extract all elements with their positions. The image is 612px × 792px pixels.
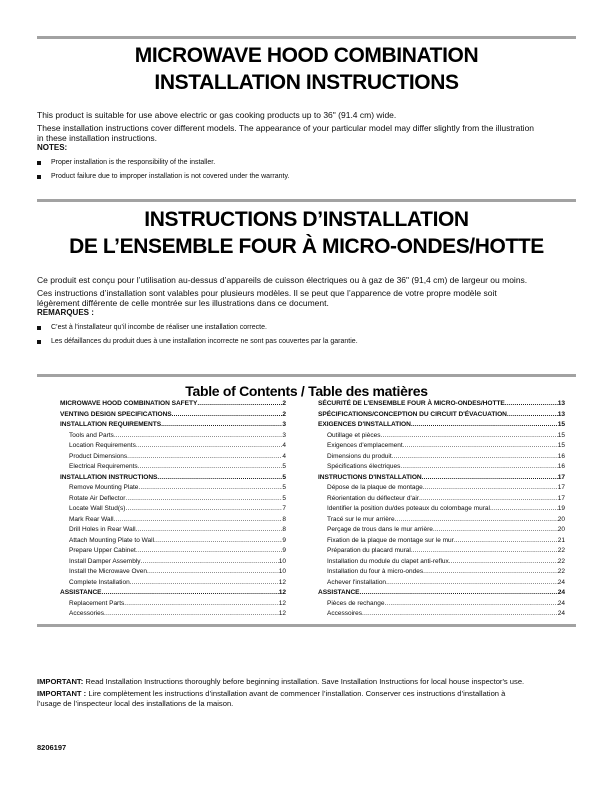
important-label: IMPORTANT: [37, 677, 84, 686]
toc-entry-page-number: 21 [557, 536, 565, 544]
dot-leader [490, 504, 558, 515]
toc-entry-page-number: 5 [282, 494, 286, 502]
toc-entry-label: Identifier la position du/des poteaux du colombage mural [327, 505, 490, 512]
toc-entry-label: Fixation de la plaque de montage sur le mur [327, 536, 454, 544]
toc-entry[interactable] [318, 546, 565, 557]
important-notices [37, 677, 527, 709]
toc-entry-label: Achever l'installation [327, 578, 387, 586]
toc-entry-label: INSTALLATION REQUIREMENTS [60, 421, 162, 428]
dot-leader [161, 420, 282, 431]
dot-leader [104, 609, 279, 620]
toc-entry-label: VENTING DESIGN SPECIFICATIONS [60, 410, 172, 418]
toc-entry-page-number: 15 [557, 431, 565, 439]
dot-leader [403, 441, 558, 452]
toc-entry-label: Dépose de la plaque de montage [327, 484, 423, 491]
toc-entry-page-number: 16 [557, 463, 565, 470]
toc-entry[interactable] [60, 609, 286, 620]
toc-entry-label: Réorientation du déflecteur d'air [327, 494, 419, 502]
toc-entry[interactable] [318, 420, 565, 431]
remarques-heading: REMARQUES : [37, 308, 94, 317]
toc-entry[interactable] [60, 473, 286, 484]
toc-entry-page-number: 15 [557, 442, 565, 449]
toc-entry-label: ASSISTANCE [318, 589, 360, 596]
toc-entry[interactable] [318, 441, 565, 452]
toc-entry[interactable] [60, 515, 286, 526]
toc-entry[interactable] [60, 504, 286, 515]
toc-entry[interactable] [318, 462, 565, 473]
toc-entry[interactable] [60, 557, 286, 568]
toc-entry-label: Location Requirements [69, 442, 136, 449]
toc-entry[interactable] [318, 494, 565, 505]
dot-leader [114, 431, 283, 442]
english-title-line-2: INSTALLATION INSTRUCTIONS [154, 71, 459, 94]
toc-entry-page-number: 7 [282, 505, 286, 512]
french-title-line-2: DE L’ENSEMBLE FOUR À MICRO-ONDES/HOTTE [69, 235, 544, 258]
toc-entry-label: Spécifications électriques [327, 463, 401, 470]
toc-entry-label: Replacement Parts [69, 599, 125, 607]
toc-entry-page-number: 12 [278, 599, 286, 607]
important-notice-french [37, 689, 527, 709]
toc-entry-label: Tools and Parts [69, 431, 114, 439]
toc-entry[interactable] [60, 525, 286, 536]
toc-entry-label: Installation du module du clapet anti-reflux [327, 557, 449, 565]
dot-leader [400, 462, 557, 473]
dot-leader [433, 525, 558, 536]
dot-leader [507, 410, 558, 421]
toc-entry-page-number: 13 [557, 400, 565, 407]
dot-leader [422, 473, 558, 484]
toc-entry-page-number: 2 [282, 400, 286, 407]
dot-leader [362, 609, 558, 620]
toc-entry-page-number: 3 [282, 421, 286, 428]
remarque-item [37, 337, 540, 347]
square-bullet-icon [37, 175, 41, 179]
toc-entry-page-number: 10 [278, 557, 286, 565]
document-number: 8206197 [37, 743, 67, 752]
french-paragraph-1: Ce produit est conçu pour l’utilisation au-dessus d’appareils de cuisson électriques ou à gaz de 36" (91,4 cm) de largeur ou moins. [37, 275, 528, 285]
toc-entry-page-number: 17 [557, 484, 565, 491]
note-text: Product failure due to improper installation is not covered under the warranty. [51, 173, 290, 180]
toc-entry-page-number: 24 [557, 578, 565, 586]
toc-entry-page-number: 10 [278, 568, 286, 575]
toc-entry[interactable] [60, 599, 286, 610]
toc-entry[interactable] [318, 410, 565, 421]
toc-entry-label: Product Dimensions [69, 452, 128, 460]
toc-english-column [60, 399, 286, 620]
dot-leader [147, 567, 279, 578]
toc-entry-page-number: 24 [557, 599, 565, 607]
toc-entry-label: Pièces de rechange [327, 599, 385, 607]
square-bullet-icon [37, 161, 41, 165]
toc-entry-label: Mark Rear Wall [69, 515, 114, 523]
dot-leader [136, 441, 283, 452]
toc-entry-page-number: 3 [282, 431, 286, 439]
toc-entry-label: SÉCURITÉ DE L'ENSEMBLE FOUR À MICRO-ONDES/HOTTE [318, 400, 505, 407]
toc-entry-page-number: 13 [557, 410, 565, 418]
toc-entry-page-number: 9 [282, 536, 286, 544]
toc-entry[interactable] [60, 578, 286, 589]
toc-entry[interactable] [60, 588, 286, 599]
toc-entry[interactable] [318, 483, 565, 494]
toc-entry-page-number: 24 [557, 589, 565, 596]
note-item [37, 172, 540, 182]
toc-entry[interactable] [318, 557, 565, 568]
dot-leader [136, 525, 283, 536]
dot-leader [125, 494, 282, 505]
dot-leader [505, 399, 558, 410]
english-paragraph-2: These installation instructions cover different models. The appearance of your particular model may differ slightly from the illustration in these installation instructions. [37, 123, 535, 143]
toc-entry[interactable] [318, 588, 565, 599]
dot-leader [130, 578, 279, 589]
toc-divider-bottom [37, 624, 576, 627]
dot-leader [114, 515, 283, 526]
toc-entry-page-number: 12 [278, 589, 286, 596]
toc-entry[interactable] [60, 410, 286, 421]
toc-entry[interactable] [60, 452, 286, 463]
toc-entry[interactable] [318, 504, 565, 515]
toc-entry[interactable] [60, 431, 286, 442]
english-paragraph-1: This product is suitable for use above electric or gas cooking products up to 36" (91.4 cm) wide. [37, 110, 397, 120]
toc-entry-label: Tracé sur le mur arrière [327, 515, 395, 523]
toc-entry[interactable] [60, 483, 286, 494]
dot-leader [423, 567, 558, 578]
toc-entry-page-number: 8 [282, 526, 286, 533]
toc-entry-label: Rotate Air Deflector [69, 494, 126, 502]
toc-entry-label: Dimensions du produit [327, 452, 392, 460]
toc-entry[interactable] [318, 452, 565, 463]
toc-entry-page-number: 5 [282, 463, 286, 470]
remarque-item [37, 323, 540, 333]
toc-entry-label: Drill Holes in Rear Wall [69, 526, 136, 533]
dot-leader [138, 462, 283, 473]
toc-entry-page-number: 20 [557, 515, 565, 523]
remarque-text: Les défaillances du produit dues à une installation incorrecte ne sont pas couvertes par la garantie. [51, 338, 358, 345]
remarque-text: C’est à l’installateur qu’il incombe de réaliser une installation correcte. [51, 324, 267, 331]
toc-entry-page-number: 4 [282, 442, 286, 449]
toc-entry[interactable] [318, 399, 565, 410]
french-intro [37, 275, 540, 347]
toc-entry-label: INSTALLATION INSTRUCTIONS [60, 473, 158, 481]
english-title-line-1: MICROWAVE HOOD COMBINATION [134, 44, 479, 67]
toc-entry[interactable] [60, 441, 286, 452]
note-text: Proper installation is the responsibility of the installer. [51, 159, 216, 166]
dot-leader [454, 536, 558, 547]
toc-entry[interactable] [60, 546, 286, 557]
toc-entry-label: Attach Mounting Plate to Wall [69, 536, 155, 544]
french-paragraph-2: Ces instructions d’installation sont valables pour plusieurs modèles. Il se peut que l’apparence de votre propre modèle soit légèrement différente de celle montrée sur les illustrations dans ce document. [37, 288, 497, 308]
toc-entry[interactable] [318, 525, 565, 536]
toc-entry-page-number: 24 [557, 610, 565, 617]
important-notice-english [37, 677, 527, 687]
toc-entry-page-number: 4 [282, 452, 286, 460]
toc-entry-page-number: 16 [557, 452, 565, 460]
toc-entry-label: Outillage et pièces [327, 431, 381, 439]
toc-entry-page-number: 17 [557, 494, 565, 502]
toc-entry-label: MICROWAVE HOOD COMBINATION SAFETY [60, 400, 198, 407]
toc-entry-page-number: 20 [557, 526, 565, 533]
toc-entry[interactable] [318, 515, 565, 526]
toc-entry[interactable] [318, 473, 565, 484]
dot-leader [423, 483, 558, 494]
toc-entry[interactable] [318, 567, 565, 578]
dot-leader [360, 588, 558, 599]
toc-entry-label: Remove Mounting Plate [69, 484, 139, 491]
toc-entry-label: Prepare Upper Cabinet [69, 547, 136, 554]
important-text: Lire complètement les instructions d’installation avant de commencer l’installation. Conserver ces instructions d’installation à l’usage de l’inspecteur local des installations de la maison. [37, 689, 506, 708]
dot-leader [127, 452, 282, 463]
dot-leader [386, 578, 558, 589]
dot-leader [392, 452, 558, 463]
toc-entry-page-number: 12 [278, 610, 286, 617]
toc-entry-page-number: 19 [557, 505, 565, 512]
toc-entry[interactable] [318, 609, 565, 620]
toc-entry[interactable] [318, 578, 565, 589]
toc-entry-page-number: 22 [557, 557, 565, 565]
toc-entry-page-number: 5 [282, 484, 286, 491]
dot-leader [172, 410, 283, 421]
toc-entry-label: Préparation du placard mural [327, 547, 411, 554]
dot-leader [154, 536, 282, 547]
toc-entry-page-number: 15 [557, 421, 565, 428]
toc-entry-page-number: 12 [278, 578, 286, 586]
dot-leader [449, 557, 558, 568]
toc-entry-label: Electrical Requirements [69, 463, 138, 470]
toc-entry-label: ASSISTANCE [60, 589, 102, 596]
section-divider-french [37, 199, 576, 202]
toc-entry-page-number: 22 [557, 568, 565, 575]
dot-leader [384, 599, 557, 610]
square-bullet-icon [37, 326, 41, 330]
toc-entry-label: Perçage de trous dans le mur arrière [327, 526, 433, 533]
toc-entry[interactable] [318, 431, 565, 442]
toc-entry-page-number: 9 [282, 547, 286, 554]
dot-leader [419, 494, 558, 505]
section-divider-english [37, 36, 576, 39]
dot-leader [102, 588, 279, 599]
toc-entry-label: Install Damper Assembly [69, 557, 141, 565]
dot-leader [380, 431, 557, 442]
toc-entry[interactable] [318, 599, 565, 610]
toc-entry-label: Exigences d'emplacement [327, 442, 403, 449]
dot-leader [411, 546, 558, 557]
english-title [37, 42, 576, 96]
toc-entry[interactable] [60, 536, 286, 547]
toc-entry-page-number: 22 [557, 547, 565, 554]
notes-heading: NOTES: [37, 143, 68, 152]
dot-leader [138, 483, 282, 494]
toc-entry[interactable] [60, 420, 286, 431]
dot-leader [141, 557, 279, 568]
toc-entry-label: Installation du four à micro-ondes [327, 568, 424, 575]
important-text: Read Installation Instructions thoroughly before beginning installation. Save Installation Instructions for local house inspector's use. [85, 677, 525, 686]
toc-entry-label: Locate Wall Stud(s) [69, 505, 126, 512]
toc-entry-label: Accessoires [327, 610, 363, 617]
toc-entry[interactable] [60, 494, 286, 505]
toc-divider-top [37, 374, 576, 377]
toc-entry-page-number: 5 [282, 473, 286, 481]
toc-entry-label: Install the Microwave Oven [69, 568, 148, 575]
dot-leader [124, 599, 278, 610]
dot-leader [411, 420, 558, 431]
toc-entry[interactable] [318, 536, 565, 547]
english-intro [37, 110, 540, 182]
toc-entry-page-number: 8 [282, 515, 286, 523]
toc-entry-label: Complete Installation [69, 578, 130, 586]
french-title-line-1: INSTRUCTIONS D’INSTALLATION [144, 208, 469, 231]
toc-entry[interactable] [60, 462, 286, 473]
important-label: IMPORTANT : [37, 689, 87, 698]
square-bullet-icon [37, 340, 41, 344]
dot-leader [157, 473, 282, 484]
dot-leader [197, 399, 282, 410]
dot-leader [136, 546, 283, 557]
toc-entry[interactable] [60, 567, 286, 578]
toc-entry-label: SPÉCIFICATIONS/CONCEPTION DU CIRCUIT D'ÉVACUATION [318, 410, 507, 418]
toc-entry[interactable] [60, 399, 286, 410]
note-item [37, 158, 540, 168]
toc-entry-label: INSTRUCTIONS D'INSTALLATION [318, 473, 422, 481]
dot-leader [125, 504, 282, 515]
toc-entry-page-number: 17 [557, 473, 565, 481]
toc-entry-label: EXIGENCES D'INSTALLATION [318, 421, 411, 428]
toc-title: Table of Contents / Table des matières [185, 383, 428, 399]
french-title [37, 206, 576, 260]
toc-entry-label: Accessories [69, 610, 105, 617]
toc-french-column [318, 399, 565, 620]
toc-entry-page-number: 2 [282, 410, 286, 418]
dot-leader [395, 515, 558, 526]
